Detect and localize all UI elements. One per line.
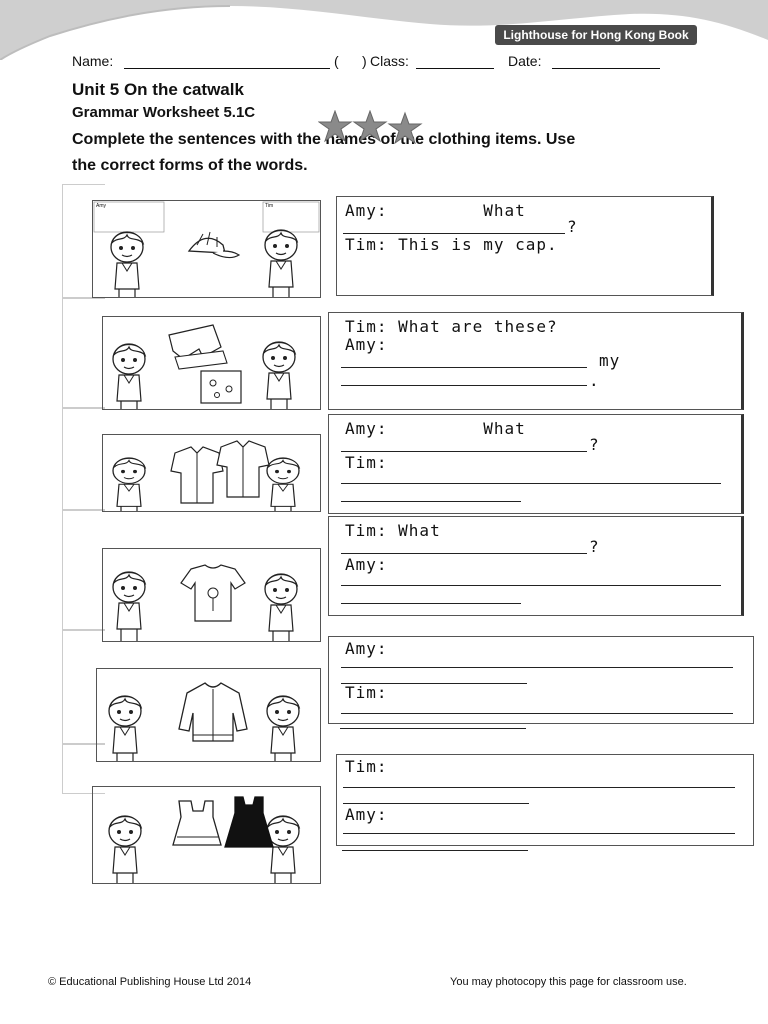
tim-icon: [113, 344, 145, 409]
exercise-box-1: [336, 196, 714, 296]
amy-icon: [111, 232, 143, 297]
class-number-paren: ( ): [334, 53, 367, 69]
answer-blank[interactable]: [343, 803, 529, 804]
answer-blank[interactable]: [340, 728, 526, 729]
difficulty-stars: [318, 110, 424, 144]
exercise-1-question-mark: ?: [567, 217, 578, 236]
margin-bracket: [62, 408, 105, 510]
answer-blank[interactable]: [342, 850, 528, 851]
exercise-2-full-stop: .: [589, 371, 600, 390]
star-icon: [319, 111, 351, 141]
answer-blank[interactable]: [343, 233, 565, 234]
answer-blank[interactable]: [341, 603, 521, 604]
answer-blank[interactable]: [341, 385, 587, 386]
exercise-5-line-1: Amy:: [345, 639, 388, 658]
exercise-box-5: [328, 636, 754, 724]
worksheet-title: Grammar Worksheet 5.1C: [72, 104, 256, 121]
exercise-5-line-2: Tim:: [345, 683, 388, 702]
copyright-text: © Educational Publishing House Ltd 2014: [48, 976, 252, 988]
exercise-2-line-1: Tim: What are these?: [345, 317, 558, 336]
amy-icon: [113, 458, 145, 511]
exercise-box-4: [328, 516, 744, 616]
picture-panel-jacket: [96, 668, 321, 762]
answer-blank[interactable]: [341, 585, 721, 586]
scene-label-tim: Tim: [265, 203, 274, 209]
exercise-6-line-2: Amy:: [345, 805, 388, 824]
exercise-box-6: [336, 754, 754, 846]
scene-label-amy: Amy: [96, 203, 106, 209]
margin-bracket: [62, 298, 105, 408]
answer-blank[interactable]: [343, 787, 735, 788]
picture-panel-shirts: [102, 434, 321, 512]
exercise-3-line-1: Amy: What: [345, 419, 526, 438]
name-label: Name:: [72, 53, 114, 69]
unit-title: Unit 5 On the catwalk: [72, 80, 244, 99]
margin-bracket: [62, 510, 105, 630]
exercise-4-question-mark: ?: [589, 537, 600, 556]
picture-panel-trousers: [102, 316, 321, 410]
exercise-3-line-3: Tim:: [345, 453, 388, 472]
amy-icon: [109, 696, 141, 761]
exercise-4-line-1: Tim: What: [345, 521, 441, 540]
cap-icon: [189, 232, 239, 258]
class-label: Class:: [370, 53, 409, 69]
exercise-2-word-my: my: [599, 351, 621, 370]
star-icon: [354, 111, 386, 141]
exercise-6-line-1: Tim:: [345, 757, 388, 776]
tim-icon: [109, 816, 141, 883]
jacket-icon: [179, 683, 247, 741]
answer-blank[interactable]: [341, 713, 733, 714]
exercise-box-3: [328, 414, 744, 514]
date-label: Date:: [508, 53, 542, 69]
shirt-icon: [171, 447, 223, 503]
t-shirt-icon: [181, 565, 245, 621]
shirt-icon: [217, 441, 269, 497]
answer-blank[interactable]: [341, 367, 587, 368]
exercise-box-2: [328, 312, 744, 410]
date-field[interactable]: [552, 68, 660, 69]
answer-blank[interactable]: [341, 501, 521, 502]
publisher-brand-label: Lighthouse for Hong Kong Book: [495, 25, 697, 45]
exercise-1-line-1: Amy: What: [345, 201, 526, 220]
name-field[interactable]: [124, 68, 330, 69]
tim-icon: [267, 696, 299, 761]
answer-blank[interactable]: [341, 483, 721, 484]
trousers-icon: [169, 325, 227, 369]
instruction-line-2: the correct forms of the words.: [72, 157, 308, 174]
answer-blank[interactable]: [341, 553, 587, 554]
dress-icon: [173, 801, 221, 845]
tim-icon: [267, 458, 299, 511]
amy-icon: [267, 816, 299, 883]
exercise-2-line-2: Amy:: [345, 335, 388, 354]
picture-panel-cap: [92, 200, 321, 298]
amy-icon: [263, 342, 295, 409]
tim-icon: [265, 230, 297, 297]
picture-panel-dresses: [92, 786, 321, 884]
instruction-line-1: Complete the sentences with the names of the clothing items. Use: [72, 131, 576, 148]
answer-blank[interactable]: [343, 833, 735, 834]
amy-icon: [265, 574, 297, 641]
shorts-icon: [201, 371, 241, 403]
dress-icon: [225, 797, 273, 847]
answer-blank[interactable]: [341, 667, 733, 668]
class-field[interactable]: [416, 68, 494, 69]
tim-icon: [113, 572, 145, 641]
star-icon: [389, 113, 421, 143]
exercise-1-line-3: Tim: This is my cap.: [345, 235, 558, 254]
exercise-4-line-3: Amy:: [345, 555, 388, 574]
picture-panel-tshirt: [102, 548, 321, 642]
exercise-3-question-mark: ?: [589, 435, 600, 454]
photocopy-note: You may photocopy this page for classroom use.: [450, 976, 687, 988]
answer-blank[interactable]: [341, 451, 587, 452]
